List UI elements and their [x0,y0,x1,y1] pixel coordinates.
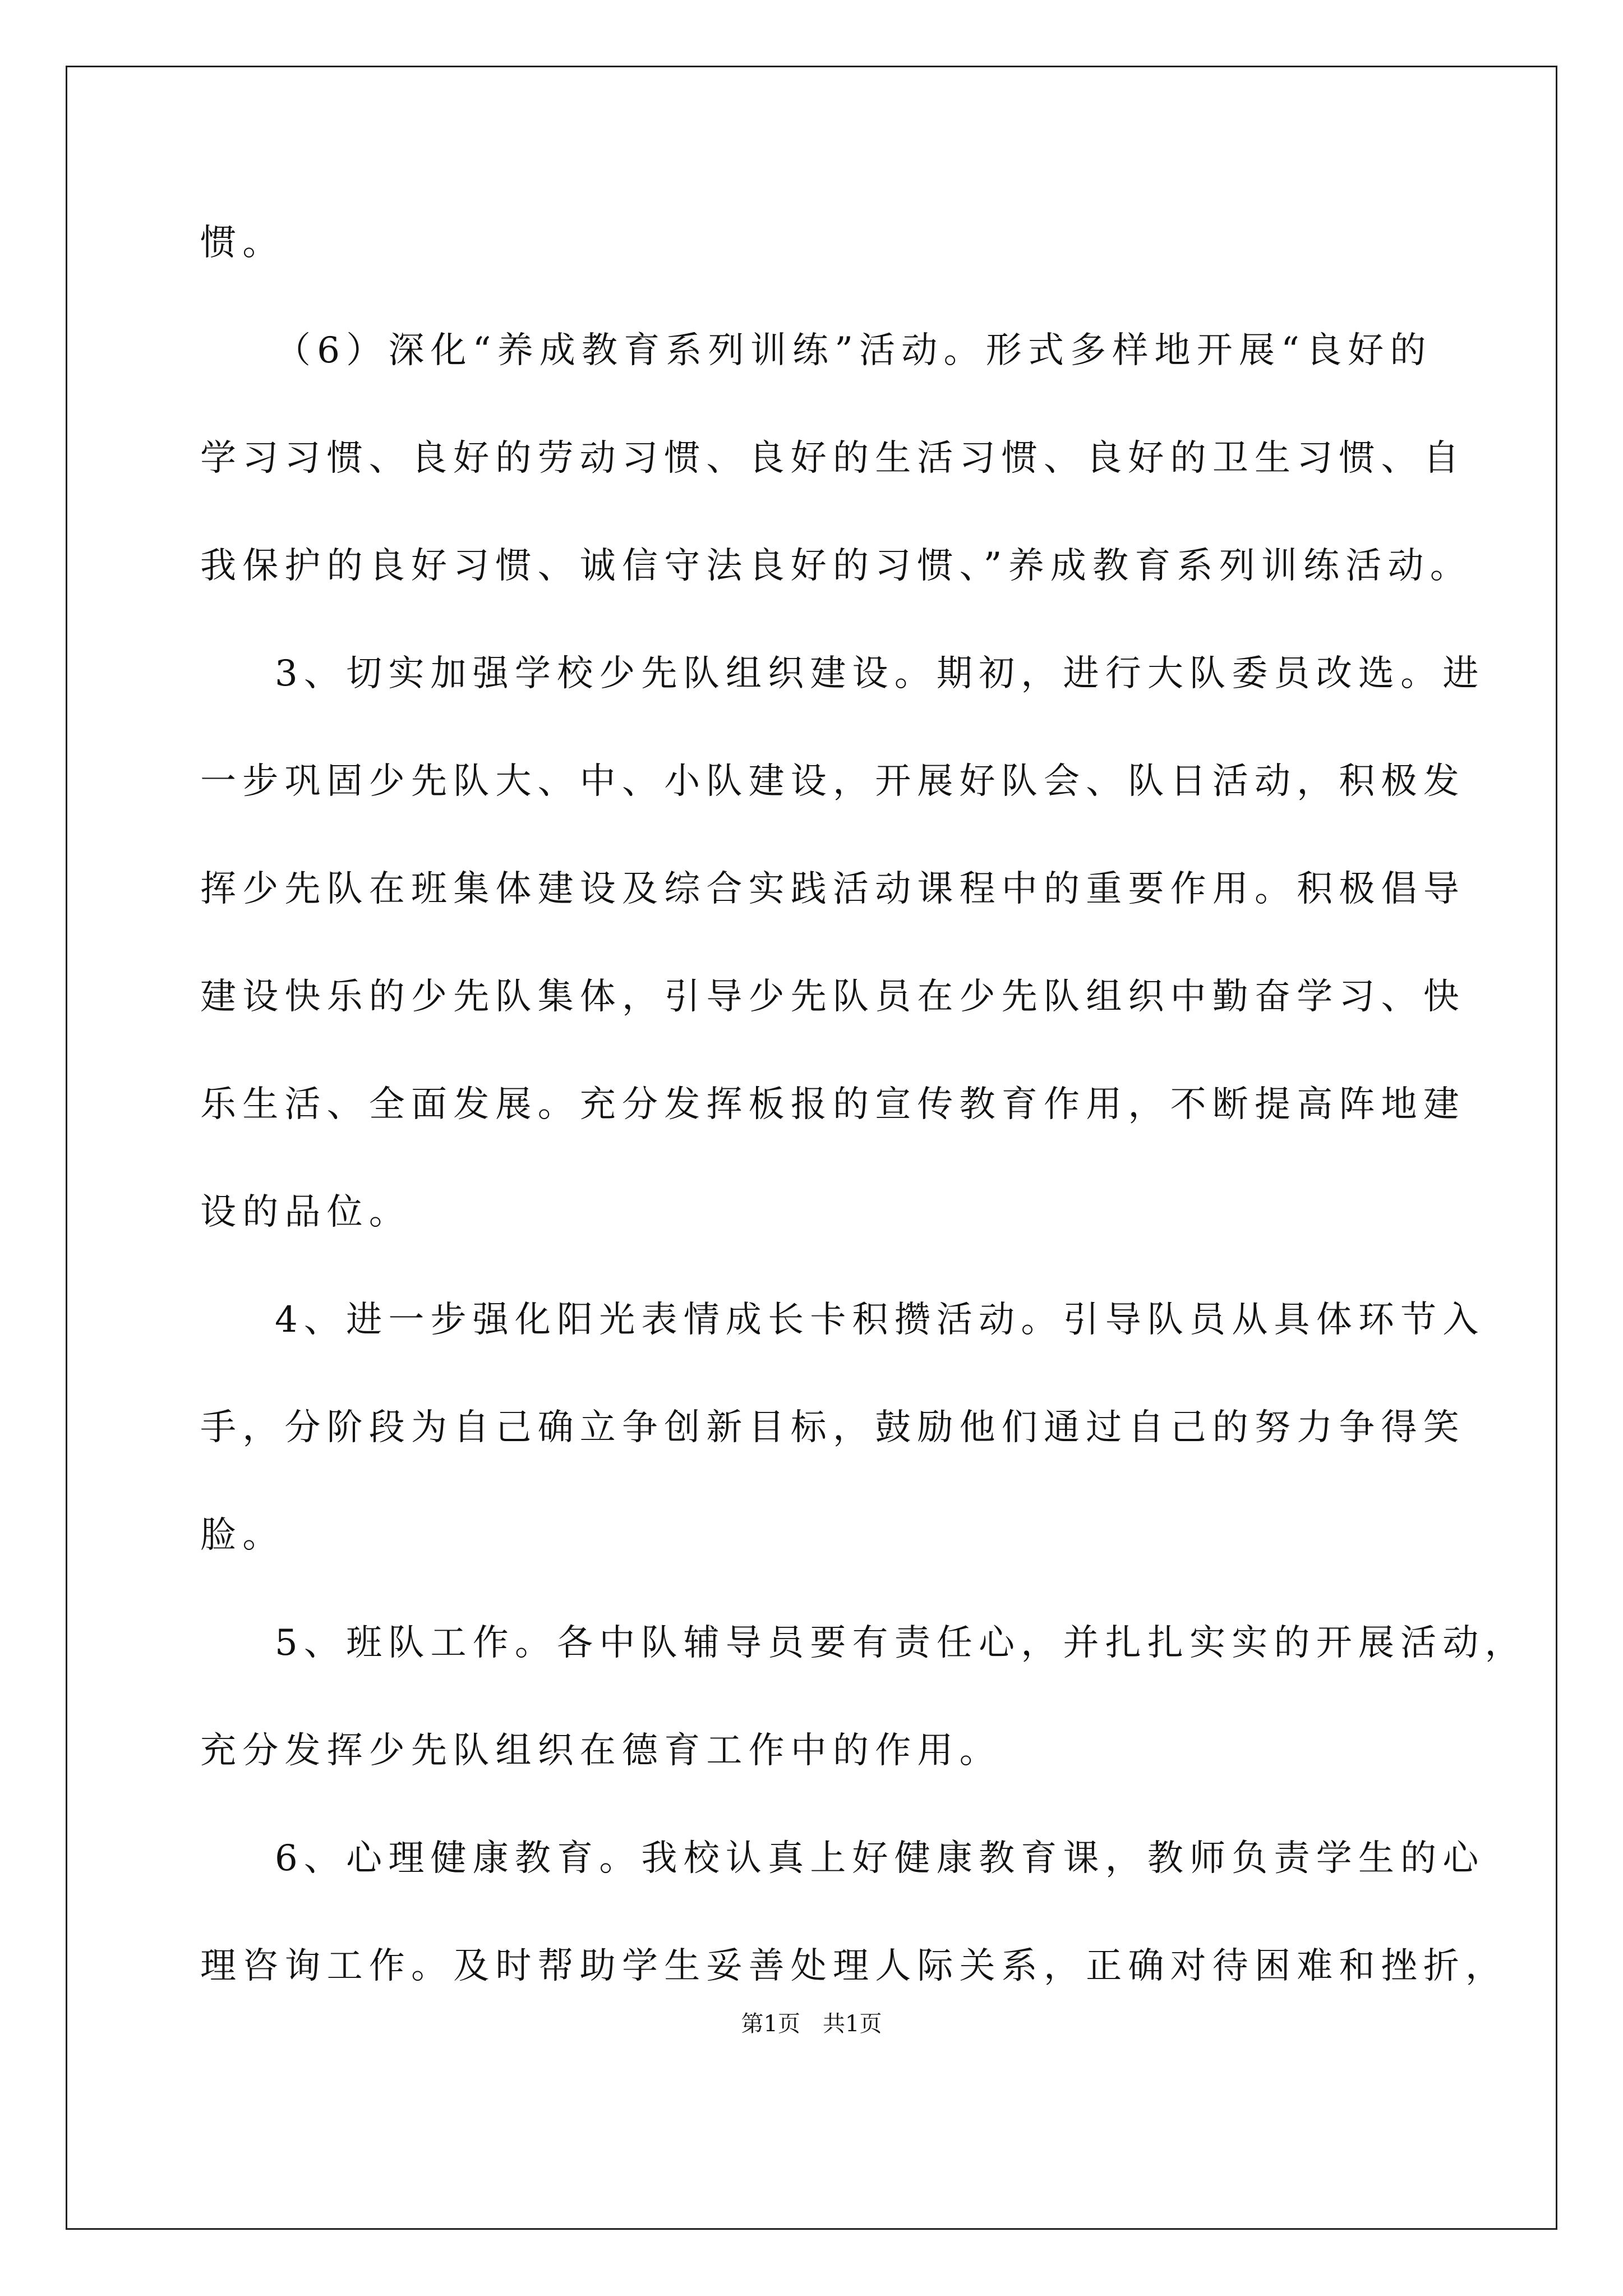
paragraph-line: 挥少先队在班集体建设及综合实践活动课程中的重要作用。积极倡导 [200,868,1465,910]
paragraph-line: 4、进一步强化阳光表情成长卡积攒活动。引导队员从具体环节入 [275,1299,1485,1341]
page-border [66,66,1557,2230]
paragraph-line: 学习习惯、良好的劳动习惯、良好的生活习惯、良好的卫生习惯、自 [200,438,1465,479]
paragraph-line: 3、切实加强学校少先队组织建设。期初，进行大队委员改选。进 [275,653,1485,694]
paragraph-line: （6）深化“养成教育系列训练”活动。形式多样地开展“良好的 [275,330,1432,371]
page-number: 第1页 共1页 [741,2011,882,2037]
paragraph-line: 手，分阶段为自己确立争创新目标，鼓励他们通过自己的努力争得笑 [200,1407,1465,1448]
paragraph-line: 惯。 [200,222,285,264]
paragraph-line: 5、班队工作。各中队辅导员要有责任心，并扎扎实实的开展活动， [275,1622,1527,1664]
paragraph-line: 充分发挥少先队组织在德育工作中的作用。 [200,1730,1002,1772]
paragraph-line: 一步巩固少先队大、中、小队建设，开展好队会、队日活动，积极发 [200,761,1465,802]
paragraph-line: 我保护的良好习惯、诚信守法良好的习惯、”养成教育系列训练活动。 [200,545,1472,587]
paragraph-line: 理咨询工作。及时帮助学生妥善处理人际关系，正确对待困难和挫折， [200,1945,1508,1987]
paragraph-line: 建设快乐的少先队集体，引导少先队员在少先队组织中勤奋学习、快 [200,976,1465,1018]
paragraph-line: 乐生活、全面发展。充分发挥板报的宣传教育作用，不断提高阵地建 [200,1084,1465,1125]
paragraph-line: 脸。 [200,1515,285,1556]
paragraph-line: 6、心理健康教育。我校认真上好健康教育课，教师负责学生的心 [275,1838,1485,1879]
paragraph-line: 设的品位。 [200,1191,411,1233]
